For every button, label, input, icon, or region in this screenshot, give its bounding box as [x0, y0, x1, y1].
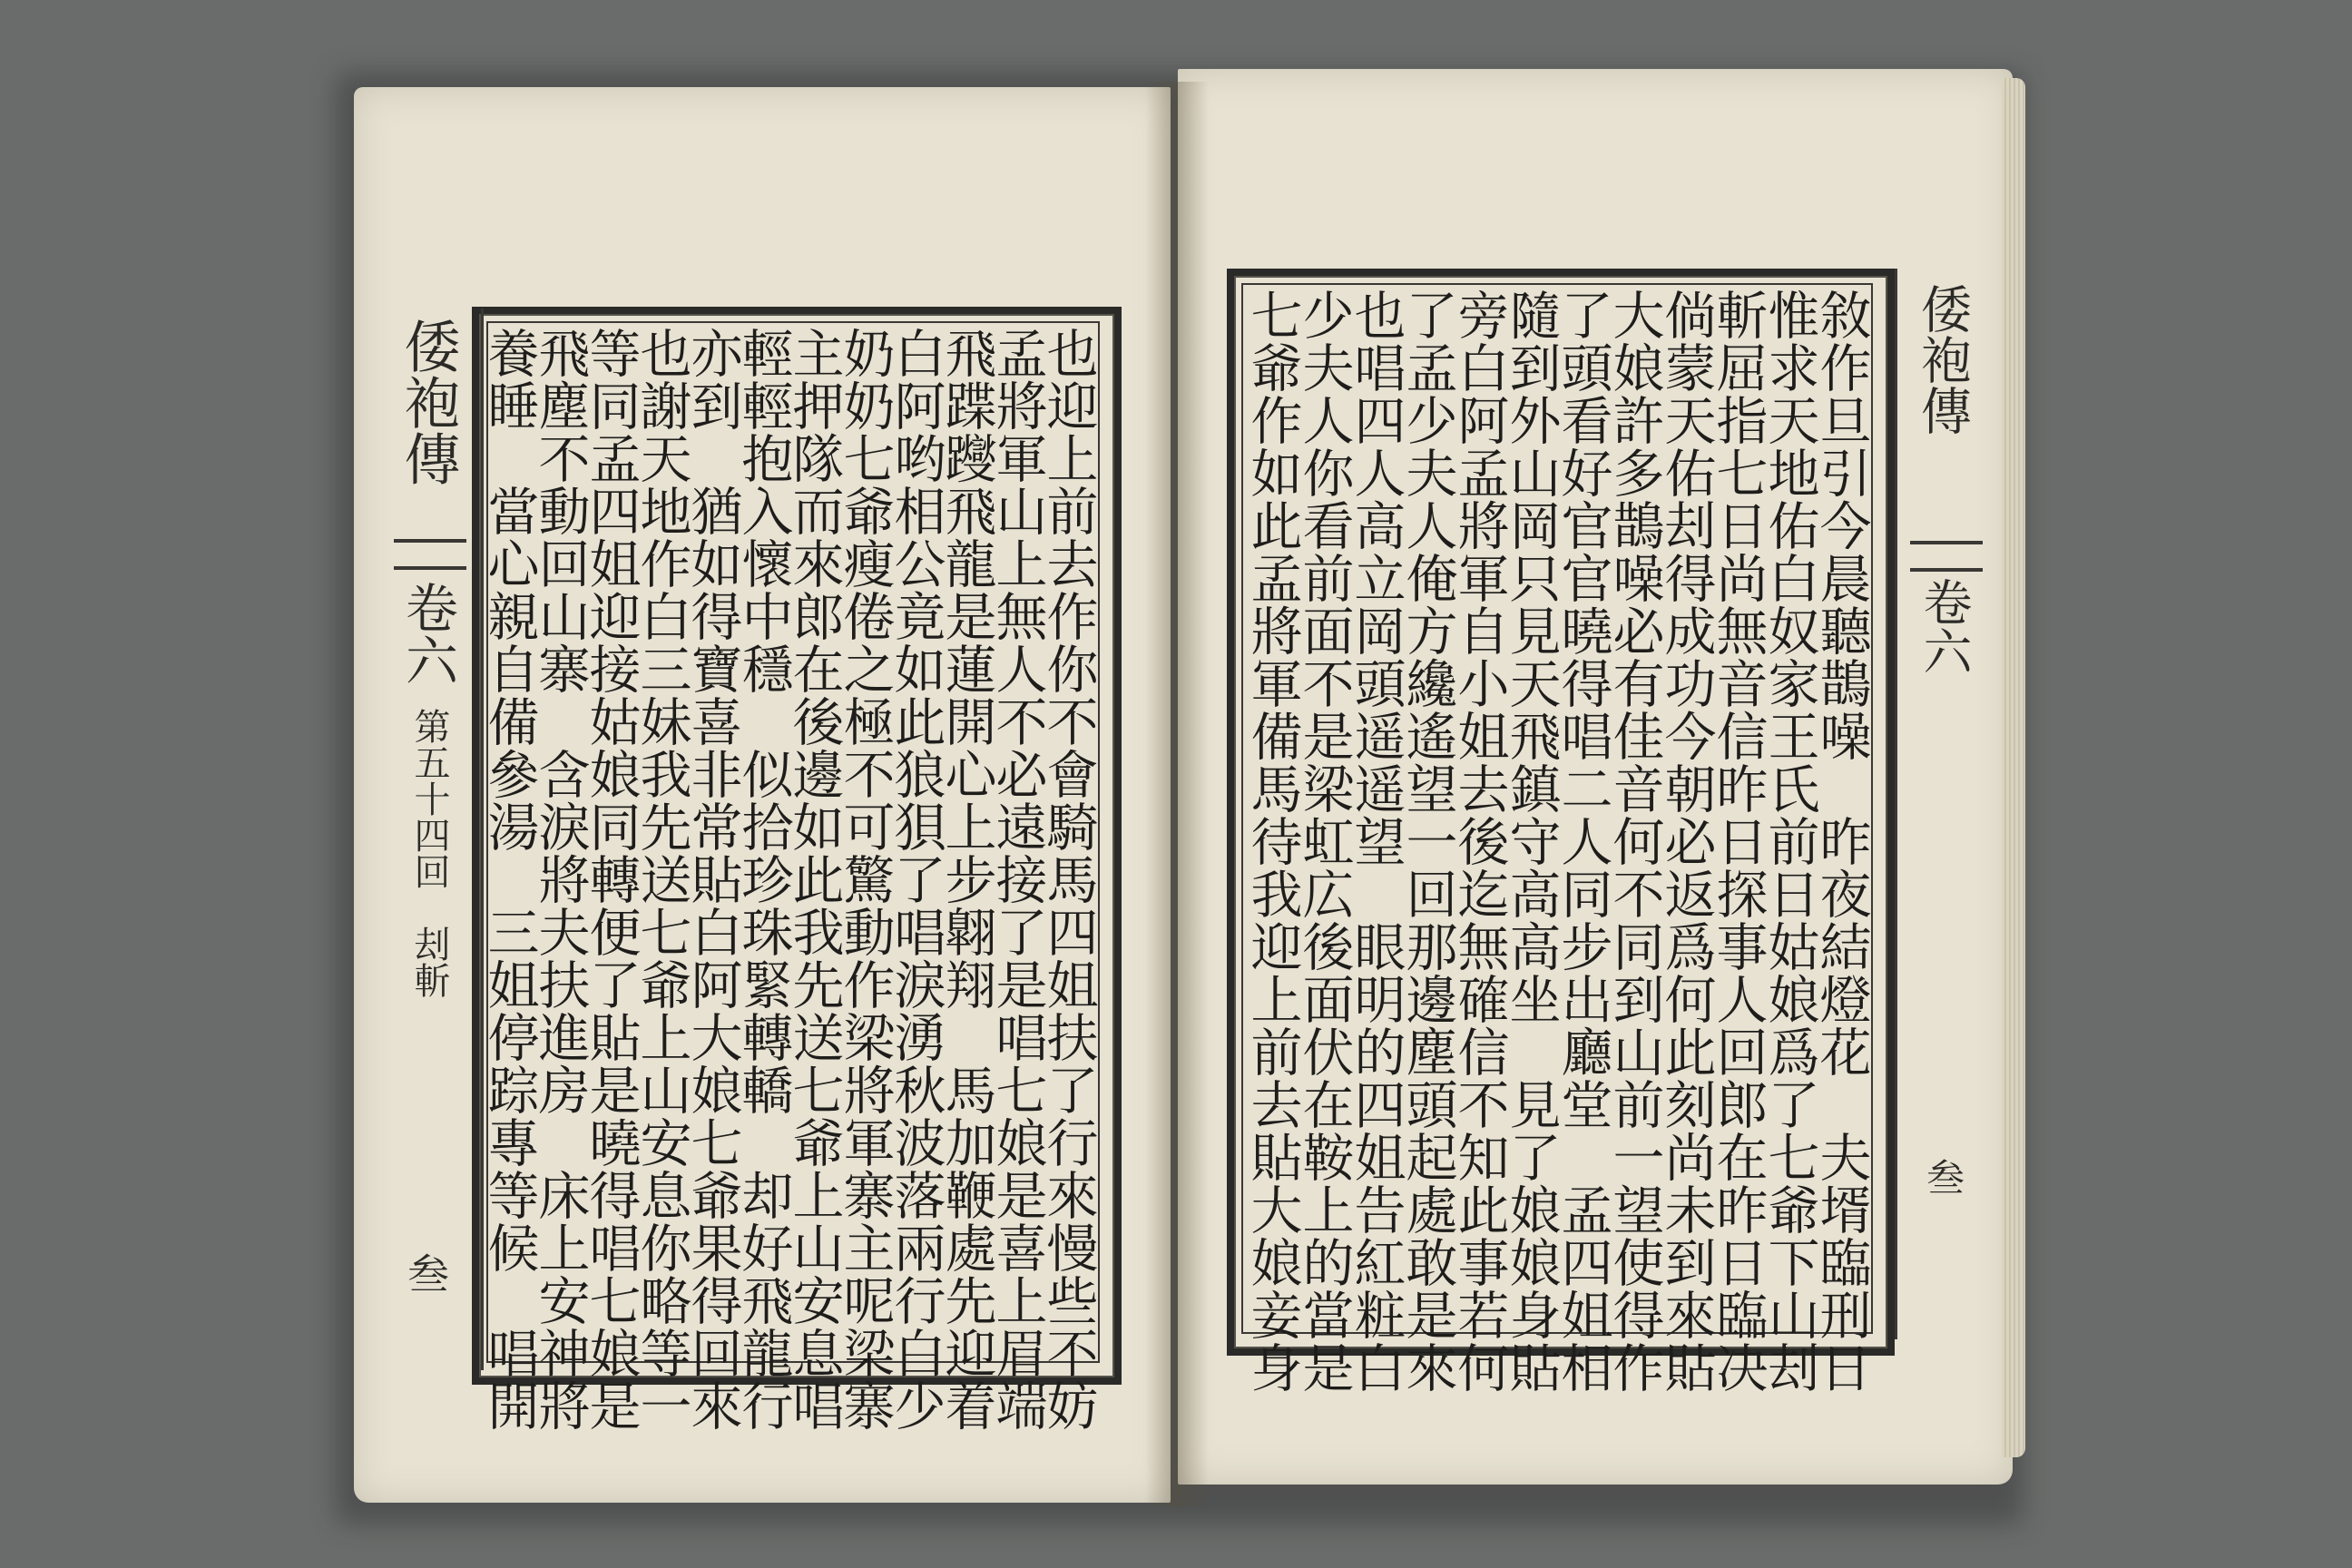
right-fish-tail-mark: [1910, 541, 1983, 572]
left-col-9: 也謝天地作白三妹我先送七爺上山安息你略等一: [632, 327, 691, 1432]
left-col-6: 主押隊而來郎在後邊如此我先送七爺上山安息唱: [784, 327, 844, 1432]
left-col-1: 也迎上前去作你不會騎馬四姐扶了行來慢些不妨: [1038, 327, 1098, 1432]
left-text-columns: [479, 327, 1098, 1432]
left-margin-volume: 卷六: [397, 581, 458, 686]
right-col-2: 惟求天地佑白奴家王氏前日姑娘爲了七爺下山刦: [1759, 289, 1819, 1394]
left-col-11: 飛塵不動回山寨 含淚將夫扶進房 床上安神將: [530, 327, 590, 1432]
right-margin-folio: 叁: [1921, 1158, 1965, 1196]
right-col-6: 了頭看好官官曉得唱二人同步出廳堂 孟四姐相: [1553, 289, 1612, 1394]
book-gutter: [1145, 82, 1209, 1506]
left-col-5: 奶奶七爺瘦倦之極不可驚動作梁將軍寨主呢梁寨: [835, 327, 895, 1432]
left-col-12: 養睡 當心親自備參湯 三姐停踪專等候 唱開: [479, 327, 539, 1432]
left-col-3: 飛蹀躞飛龍是蓮開心上步翺翔 馬加鞭處先迎着: [936, 327, 996, 1432]
right-margin-strip: [1895, 269, 1992, 1339]
right-col-5: 大娘許多鵲噪必有佳音何不同到山前一望使得作: [1604, 289, 1664, 1394]
left-margin-title: 倭袍傳: [395, 318, 461, 486]
left-margin-chapter: 第五十四回 刦斬: [408, 708, 450, 998]
left-margin-strip: [381, 309, 484, 1370]
left-col-4: 白阿哟相公竟如此狼狽了唱淚湧秋波落兩行白少: [886, 327, 946, 1432]
right-col-4: 倘蒙天佑刦得成功今朝必返爲何此刻尚未到來貼: [1656, 289, 1716, 1394]
right-text-columns: [1242, 289, 1871, 1394]
right-margin-volume: 卷六: [1916, 577, 1973, 675]
right-col-8: 旁白阿孟將軍自小姐去後迄無確信不知此事若何: [1449, 289, 1509, 1394]
left-col-2: 孟將軍山上無人不必遠接了是唱七娘是喜上眉端: [987, 327, 1047, 1432]
right-col-7: 隨到外山岡只見天飛鎮守高高坐 見了娘娘身貼: [1501, 289, 1561, 1394]
left-col-8: 亦到 猶如得寶喜非常貼白阿大娘七爺果得回來: [682, 327, 742, 1432]
right-col-11: 少夫人你看前面不是梁虹広後面伏在鞍上的當是: [1294, 289, 1354, 1394]
right-col-12: 七爺作如此孟將軍備馬待我迎上前去貼大娘妾身: [1242, 289, 1302, 1394]
right-margin-title: 倭袍傳: [1913, 283, 1972, 436]
left-margin-folio: 叁: [401, 1252, 450, 1294]
left-col-7: 輕輕抱入懷中穩 似拾珍珠緊轉轎 却好飛龍行: [733, 327, 793, 1432]
right-col-3: 斬屈指七日尚無音信昨日探事人回郎在昨日臨决: [1708, 289, 1768, 1394]
right-col-10: 也唱四人高立岡頭遥遥望 眼明的四姐告紅粧白: [1346, 289, 1406, 1394]
right-col-9: 了孟少夫人俺方纔遙望一回那邊塵頭起處敢是來: [1397, 289, 1457, 1394]
page-edges: [2002, 78, 2025, 1457]
left-fish-tail-mark: [394, 539, 466, 570]
left-col-10: 等同孟四姐迎接姑娘同轉便了貼是曉得唱七娘是: [581, 327, 641, 1432]
right-col-1: 敘作旦引今晨聽鵲噪 昨夜結燈花 夫壻臨刑日: [1811, 289, 1871, 1394]
